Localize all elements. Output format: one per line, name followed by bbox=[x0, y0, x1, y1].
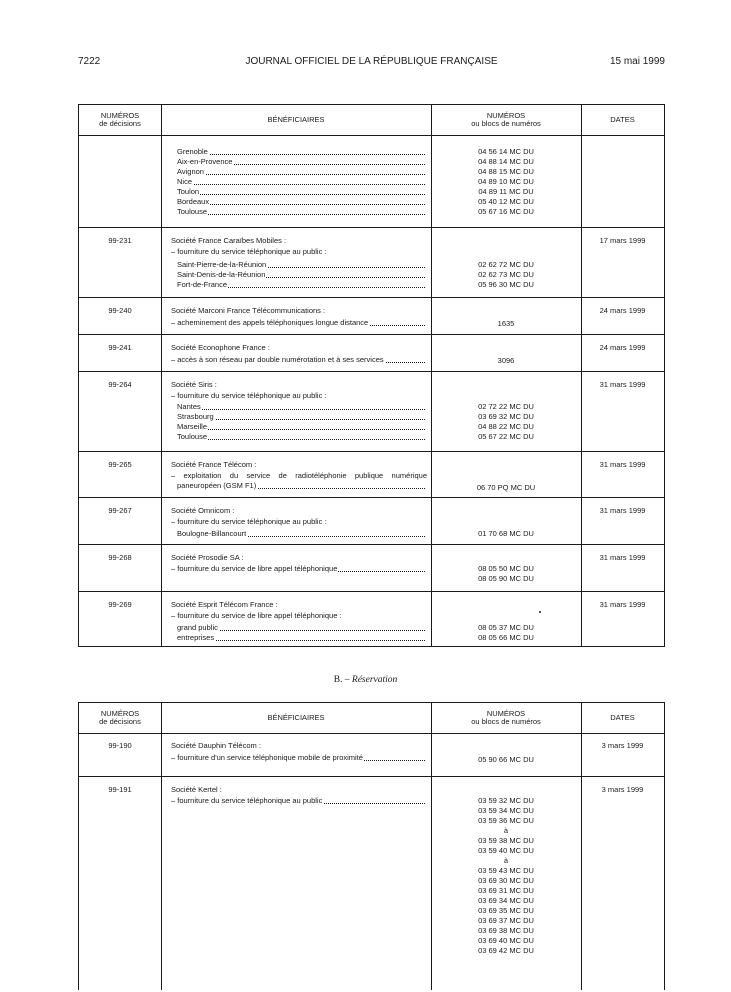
decision-date: 24 mars 1999 bbox=[599, 343, 646, 352]
number-block: 05 96 30 MC DU bbox=[478, 280, 534, 289]
beneficiary-name: Société Marconi France Télécommunications : bbox=[171, 306, 326, 315]
beneficiary-name: Société France Caraïbes Mobiles : bbox=[171, 236, 287, 245]
table-row bbox=[79, 227, 664, 298]
list-item: Boulogne-Billancourt bbox=[177, 529, 425, 539]
list-item: Toulouse bbox=[177, 207, 425, 217]
number-block: 03 59 38 MC DU bbox=[478, 836, 534, 845]
list-item: Bordeaux bbox=[177, 197, 425, 207]
number-block: 03 69 42 MC DU bbox=[478, 946, 534, 955]
service-description: – acheminement des appels téléphoniques longue distance bbox=[171, 318, 425, 328]
decision-date: 31 mars 1999 bbox=[599, 380, 646, 389]
table-row-continuation bbox=[79, 135, 664, 227]
list-item: grand public bbox=[177, 623, 425, 633]
decision-date: 31 mars 1999 bbox=[599, 460, 646, 469]
decision-number: 99-264 bbox=[108, 380, 132, 389]
list-item: Saint-Pierre-de-la-Réunion bbox=[177, 260, 425, 270]
number-block: 05 67 16 MC DU bbox=[478, 207, 534, 216]
number-block: 01 70 68 MC DU bbox=[478, 529, 534, 538]
number-block: 08 05 37 MC DU bbox=[478, 623, 534, 632]
decision-number: 99-269 bbox=[108, 600, 132, 609]
scan-speck bbox=[539, 611, 541, 613]
decision-number: 99-268 bbox=[108, 553, 132, 562]
number-block: 06 70 PQ MC DU bbox=[476, 483, 536, 492]
number-block: 05 67 22 MC DU bbox=[478, 432, 534, 441]
service-description: – fourniture d'un service téléphonique mobile de proximité bbox=[171, 753, 425, 763]
number-block: 02 62 73 MC DU bbox=[478, 270, 534, 279]
page-number: 7222 bbox=[78, 56, 101, 67]
number-block: 04 88 22 MC DU bbox=[478, 422, 534, 431]
decision-date: 17 mars 1999 bbox=[599, 236, 646, 245]
beneficiary-name: Société Econophone France : bbox=[171, 343, 270, 352]
allocation-table bbox=[78, 104, 665, 647]
number-block: 05 40 12 MC DU bbox=[478, 197, 534, 206]
header-beneficiaires: BÉNÉFICIAIRES bbox=[267, 713, 325, 722]
list-item: Avignon bbox=[177, 167, 425, 177]
number-block: 04 88 15 MC DU bbox=[478, 167, 534, 176]
number-block: 03 59 34 MC DU bbox=[478, 806, 534, 815]
beneficiary-name: Société Siris : bbox=[171, 380, 217, 389]
beneficiary-name: Société France Télécom : bbox=[171, 460, 257, 469]
decision-number: 99-265 bbox=[108, 460, 132, 469]
table-row bbox=[79, 733, 664, 776]
service-description-continued: paneuropéen (GSM F1) bbox=[177, 481, 425, 491]
header-numeros-decisions: NUMÉROS de décisions bbox=[99, 709, 141, 726]
number-block: 03 69 31 MC DU bbox=[478, 886, 534, 895]
number-block: 04 88 14 MC DU bbox=[478, 157, 534, 166]
number-block: 03 69 32 MC DU bbox=[478, 412, 534, 421]
reservation-table bbox=[78, 702, 665, 990]
number-block: 08 05 90 MC DU bbox=[478, 574, 534, 583]
number-block: 03 59 32 MC DU bbox=[478, 796, 534, 805]
header-numeros-decisions: NUMÉROS de décisions bbox=[99, 111, 141, 128]
list-item: Saint-Denis-de-la-Réunion bbox=[177, 270, 425, 280]
range-separator: à bbox=[503, 856, 509, 865]
decision-date: 24 mars 1999 bbox=[599, 306, 646, 315]
header-dates: DATES bbox=[610, 115, 635, 124]
number-block: 03 69 37 MC DU bbox=[478, 916, 534, 925]
beneficiary-name: Société Esprit Télécom France : bbox=[171, 600, 278, 609]
beneficiary-name: Société Prosodie SA : bbox=[171, 553, 244, 562]
number-block: 03 69 30 MC DU bbox=[478, 876, 534, 885]
decision-date: 31 mars 1999 bbox=[599, 506, 646, 515]
decision-date: 3 mars 1999 bbox=[601, 741, 644, 750]
list-item: Fort-de-France bbox=[177, 280, 425, 290]
decision-number: 99-190 bbox=[108, 741, 132, 750]
page-header bbox=[78, 56, 665, 70]
service-description: – fourniture du service téléphonique au public : bbox=[171, 517, 327, 526]
number-block: 08 05 66 MC DU bbox=[478, 633, 534, 642]
number-block: 02 62 72 MC DU bbox=[478, 260, 534, 269]
number-block: 03 69 38 MC DU bbox=[478, 926, 534, 935]
number-block: 05 90 66 MC DU bbox=[478, 755, 534, 764]
decision-date: 31 mars 1999 bbox=[599, 600, 646, 609]
list-item: Strasbourg bbox=[177, 412, 425, 422]
number-block: 04 89 10 MC DU bbox=[478, 177, 534, 186]
service-description: – exploitation du service de radiotéléphonie publique numérique bbox=[171, 471, 427, 480]
decision-number: 99-240 bbox=[108, 306, 132, 315]
beneficiary-name: Société Dauphin Télécom : bbox=[171, 741, 261, 750]
number-block: 03 69 40 MC DU bbox=[478, 936, 534, 945]
number-block: 04 89 11 MC DU bbox=[478, 187, 534, 196]
table-row bbox=[79, 544, 664, 592]
service-description: – fourniture du service téléphonique au public : bbox=[171, 391, 327, 400]
publication-date: 15 mai 1999 bbox=[609, 56, 665, 67]
header-beneficiaires: BÉNÉFICIAIRES bbox=[267, 115, 325, 124]
number-block: 3096 bbox=[497, 356, 515, 365]
header-blocs-numeros: NUMÉROS ou blocs de numéros bbox=[471, 111, 541, 128]
decision-number: 99-241 bbox=[108, 343, 132, 352]
table-row bbox=[79, 297, 664, 335]
table-row bbox=[79, 451, 664, 498]
number-block: 03 69 35 MC DU bbox=[478, 906, 534, 915]
list-item: Nantes bbox=[177, 402, 425, 412]
journal-title: JOURNAL OFFICIEL DE LA RÉPUBLIQUE FRANÇAISE bbox=[245, 56, 498, 67]
list-item: Nice bbox=[177, 177, 425, 187]
list-item: Aix-en-Provence bbox=[177, 157, 425, 167]
list-item: Marseille bbox=[177, 422, 425, 432]
beneficiary-name: Société Omnicom : bbox=[171, 506, 235, 515]
number-block: 03 69 34 MC DU bbox=[478, 896, 534, 905]
table-header bbox=[79, 105, 664, 136]
number-block: 03 59 40 MC DU bbox=[478, 846, 534, 855]
number-block: 03 59 43 MC DU bbox=[478, 866, 534, 875]
decision-number: 99-191 bbox=[108, 785, 132, 794]
header-dates: DATES bbox=[610, 713, 635, 722]
list-item: Grenoble bbox=[177, 147, 425, 157]
section-title: B. – Réservation bbox=[333, 675, 398, 685]
number-block: 1635 bbox=[497, 319, 515, 328]
number-block: 08 05 50 MC DU bbox=[478, 564, 534, 573]
service-description: – fourniture du service de libre appel téléphonique : bbox=[171, 611, 342, 620]
service-description: – fourniture du service de libre appel téléphonique bbox=[171, 564, 425, 574]
number-block: 04 56 14 MC DU bbox=[478, 147, 534, 156]
number-block: 02 72 22 MC DU bbox=[478, 402, 534, 411]
decision-number: 99-231 bbox=[108, 236, 132, 245]
table-row bbox=[79, 371, 664, 452]
table-header bbox=[79, 703, 664, 734]
table-row bbox=[79, 776, 664, 992]
list-item: Toulouse bbox=[177, 432, 425, 442]
number-block: 03 59 36 MC DU bbox=[478, 816, 534, 825]
beneficiary-name: Société Kertel : bbox=[171, 785, 222, 794]
table-row bbox=[79, 497, 664, 545]
decision-date: 31 mars 1999 bbox=[599, 553, 646, 562]
service-description: – fourniture du service téléphonique au public : bbox=[171, 247, 327, 256]
service-description: – accès à son réseau par double numérotation et à ses services bbox=[171, 355, 425, 365]
table-row bbox=[79, 591, 664, 647]
service-description: – fourniture du service téléphonique au public bbox=[171, 796, 425, 806]
range-separator: à bbox=[503, 826, 509, 835]
table-row bbox=[79, 334, 664, 372]
decision-date: 3 mars 1999 bbox=[601, 785, 644, 794]
list-item: entreprises bbox=[177, 633, 425, 643]
list-item: Toulon bbox=[177, 187, 425, 197]
decision-number: 99-267 bbox=[108, 506, 132, 515]
header-blocs-numeros: NUMÉROS ou blocs de numéros bbox=[471, 709, 541, 726]
